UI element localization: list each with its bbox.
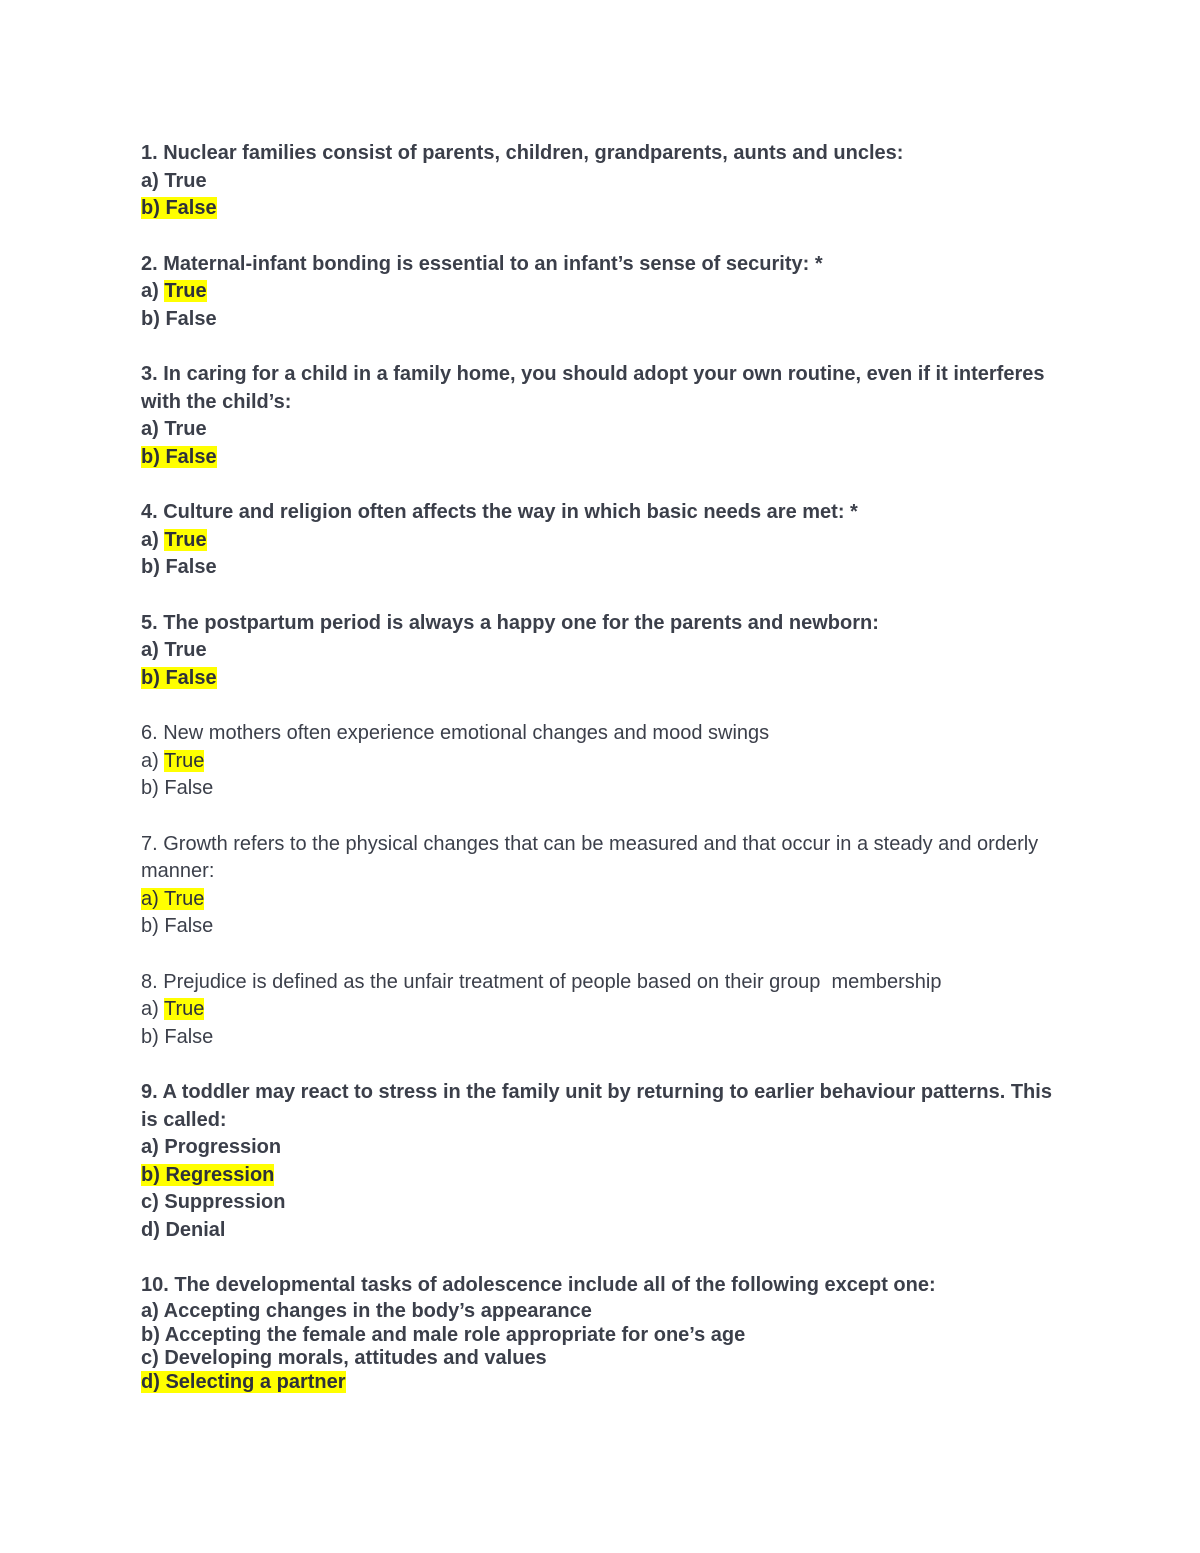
- question-1: [141, 140, 1061, 223]
- answer-option-correct: [141, 1371, 1061, 1395]
- answer-highlight: [141, 667, 217, 689]
- option-text: False: [164, 1025, 214, 1048]
- option-prefix: b): [141, 915, 159, 937]
- option-prefix: a): [141, 169, 159, 192]
- question-stem: 9. A toddler may react to stress in the family unit by returning to earlier behaviour patterns. This is called:: [141, 1081, 1052, 1131]
- answer-option: [141, 306, 1061, 334]
- option-text: Accepting changes in the body’s appearance: [163, 1300, 592, 1322]
- answer-highlight: True: [164, 280, 207, 302]
- answer-option-correct: [141, 665, 1061, 693]
- option-text: False: [165, 445, 217, 468]
- option-prefix: b): [141, 307, 160, 330]
- answer-option-correct: [141, 444, 1061, 472]
- option-prefix: a): [141, 280, 159, 302]
- quiz-document: [141, 140, 1061, 1394]
- answer-option: [141, 1217, 1061, 1245]
- answer-option: [141, 913, 1061, 941]
- answer-option: [141, 1324, 1061, 1348]
- option-prefix: a): [141, 639, 159, 661]
- answer-option: [141, 416, 1061, 444]
- answer-option-correct: [141, 1162, 1061, 1190]
- question-5: [141, 610, 1061, 693]
- answer-option-correct: [141, 527, 1061, 555]
- answer-highlight: [141, 197, 217, 219]
- question-stem: 1. Nuclear families consist of parents, children, grandparents, aunts and uncles:: [141, 142, 904, 164]
- option-text: Accepting the female and male role appropriate for one’s age: [164, 1323, 746, 1346]
- question-3: [141, 361, 1061, 471]
- question-stem: 2. Maternal-infant bonding is essential to an infant’s sense of security: *: [141, 252, 823, 275]
- answer-highlight: [141, 446, 217, 468]
- option-text: True: [164, 639, 207, 661]
- option-text: False: [165, 307, 217, 330]
- question-8: [141, 969, 1061, 1052]
- option-text: True: [164, 418, 207, 440]
- option-text: Suppression: [164, 1191, 286, 1213]
- answer-option-correct: [141, 278, 1061, 306]
- option-prefix: b): [141, 777, 159, 799]
- answer-option: [141, 1189, 1061, 1217]
- answer-option: [141, 1300, 1061, 1324]
- answer-option-correct: [141, 886, 1061, 914]
- question-stem: 5. The postpartum period is always a happy one for the parents and newborn:: [141, 611, 879, 634]
- option-text: True: [164, 169, 207, 192]
- option-prefix: a): [141, 749, 159, 772]
- question-stem: 4. Culture and religion often affects the way in which basic needs are met: *: [141, 501, 858, 523]
- question-stem: 3. In caring for a child in a family home, you should adopt your own routine, even if it interferes with the child’s:: [141, 363, 1045, 413]
- answer-option: [141, 168, 1061, 196]
- option-text: False: [165, 556, 217, 578]
- question-7: [141, 831, 1061, 941]
- option-prefix: a): [141, 528, 159, 551]
- option-prefix: b): [141, 445, 160, 468]
- option-prefix: b): [141, 666, 160, 689]
- answer-option-correct: [141, 195, 1061, 223]
- option-prefix: a): [141, 418, 159, 440]
- question-4: [141, 499, 1061, 582]
- question-stem: 6. New mothers often experience emotional changes and mood swings: [141, 722, 770, 744]
- option-prefix: a): [141, 998, 159, 1020]
- answer-option: [141, 1024, 1061, 1052]
- answer-option: [141, 637, 1061, 665]
- answer-option: [141, 775, 1061, 803]
- question-6: [141, 720, 1061, 803]
- option-prefix: d): [141, 1218, 160, 1241]
- option-prefix: a): [141, 1300, 159, 1322]
- option-prefix: b): [141, 556, 160, 578]
- question-stem: 10. The developmental tasks of adolescence include all of the following except one:: [141, 1274, 936, 1296]
- option-prefix: b): [141, 1163, 160, 1186]
- option-prefix: d): [141, 1370, 160, 1393]
- answer-highlight: True: [164, 749, 205, 772]
- answer-highlight: True: [164, 528, 207, 551]
- question-9: [141, 1079, 1061, 1244]
- option-text: False: [165, 666, 217, 689]
- option-text: Progression: [164, 1136, 282, 1158]
- option-prefix: b): [141, 1025, 159, 1048]
- answer-highlight: [141, 1164, 274, 1186]
- option-prefix: c): [141, 1191, 159, 1213]
- question-stem: 7. Growth refers to the physical changes that can be measured and that occur in a steady and orderly manner:: [141, 832, 1039, 882]
- question-2: [141, 251, 1061, 334]
- option-prefix: b): [141, 1323, 160, 1346]
- answer-highlight: [141, 1371, 346, 1393]
- answer-highlight: [141, 888, 204, 910]
- option-text: Selecting a partner: [165, 1370, 346, 1393]
- answer-option: [141, 1347, 1061, 1371]
- option-text: True: [164, 887, 205, 910]
- answer-option-correct: [141, 748, 1061, 776]
- answer-highlight: True: [164, 998, 205, 1020]
- option-prefix: c): [141, 1347, 159, 1369]
- option-text: False: [164, 777, 214, 799]
- option-text: False: [165, 197, 217, 219]
- option-text: Denial: [165, 1218, 226, 1241]
- option-text: Regression: [165, 1163, 275, 1186]
- answer-option: [141, 1134, 1061, 1162]
- question-10: [141, 1270, 1061, 1394]
- option-prefix: a): [141, 1136, 159, 1158]
- question-stem: 8. Prejudice is defined as the unfair treatment of people based on their group membership: [141, 970, 942, 993]
- answer-option: [141, 554, 1061, 582]
- option-prefix: a): [141, 887, 159, 910]
- answer-option-correct: [141, 996, 1061, 1024]
- option-text: Developing morals, attitudes and values: [164, 1347, 547, 1369]
- option-prefix: b): [141, 197, 160, 219]
- option-text: False: [164, 915, 214, 937]
